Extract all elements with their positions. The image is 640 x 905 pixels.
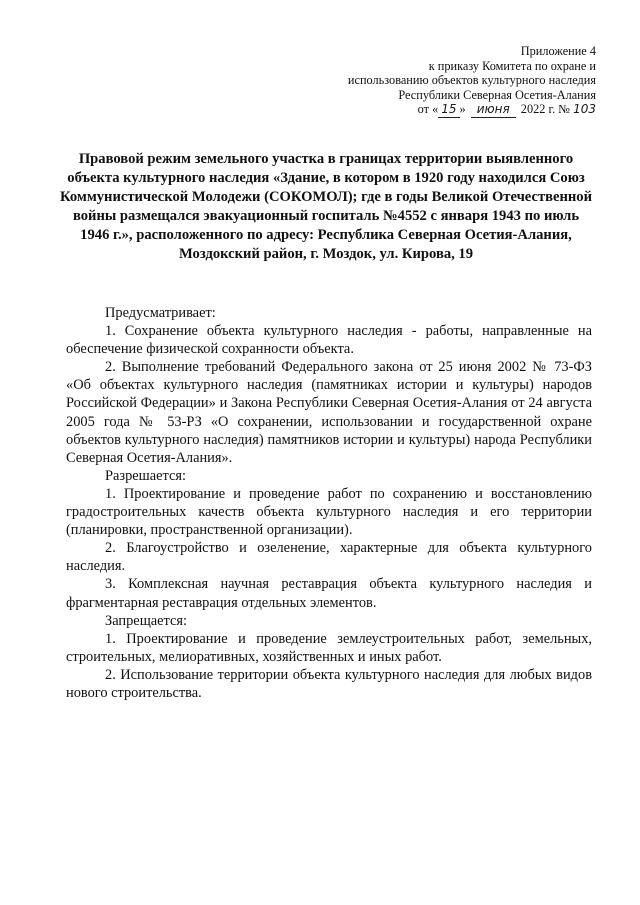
- allowed-item-3: 3. Комплексная научная реставрация объекта культурного наследия и фрагментарная реставрация отдельных элементов.: [66, 576, 592, 611]
- allowed-item-1: 1. Проектирование и проведение работ по сохранению и восстановлению градостроительных качеств объекта культурного наследия и его территории (планировки, пространственной организации).: [66, 485, 592, 539]
- appendix-republic: Республики Северная Осетия-Алания: [398, 87, 596, 102]
- appendix-committee: использованию объектов культурного наследия: [347, 73, 596, 88]
- forbidden-heading: Запрещается:: [105, 612, 188, 629]
- allowed-heading: Разрешается:: [105, 467, 186, 484]
- handwritten-day: 15: [438, 102, 459, 118]
- provides-item-1: 1. Сохранение объекта культурного наследия - работы, направленные на обеспечение физической сохранности объекта.: [66, 323, 592, 358]
- date-suffix: 2022 г. №: [520, 102, 571, 117]
- provides-item-2: 2. Выполнение требований Федерального закона от 25 июня 2002 № 73-ФЗ «Об объектах культурного наследия (памятниках истории и культуры) народов Российской Федерации» и Закона Республики Северная Осетия-Алания от 24 августа 2005 года № 53-РЗ «О сохранении, использовании и государственной охране объектов культурного наследия) памятников истории и культуры) народа Республики Северная Осетия-Алания».: [66, 359, 592, 466]
- document-title: Правовой режим земельного участка в границах территории выявленного объекта культурного наследия «Здание, в котором в 1920 году находился Союз Коммунистической Молодежи (СОКОМОЛ); где в годы Великой Отечественной войны размещался эвакуационный госпиталь №4552 с января 1943 по июль 1946 г.», расположенного по адресу: Республика Северная Осетия-Алания, Моздокский район, г. Моздок, ул. Кирова, 19: [60, 151, 592, 262]
- date-mid: »: [459, 102, 466, 117]
- handwritten-number: 103: [573, 102, 596, 117]
- document-body: [66, 304, 592, 702]
- appendix-title: Приложение 4: [520, 44, 596, 58]
- appendix-date-line: [276, 102, 596, 118]
- allowed-item-2: 2. Благоустройство и озеленение, характерные для объекта культурного наследия.: [66, 540, 592, 575]
- date-prefix: от «: [417, 102, 439, 117]
- forbidden-item-1: 1. Проектирование и проведение землеустроительных работ, земельных, строительных, мелиоративных, хозяйственных и иных работ.: [66, 630, 592, 665]
- appendix-header: [276, 44, 596, 118]
- appendix-order-ref: к приказу Комитета по охране и: [428, 58, 596, 73]
- handwritten-month: июня: [471, 102, 516, 118]
- forbidden-item-2: 2. Использование территории объекта культурного наследия для любых видов нового строительства.: [66, 666, 592, 701]
- provides-heading: Предусматривает:: [105, 305, 216, 321]
